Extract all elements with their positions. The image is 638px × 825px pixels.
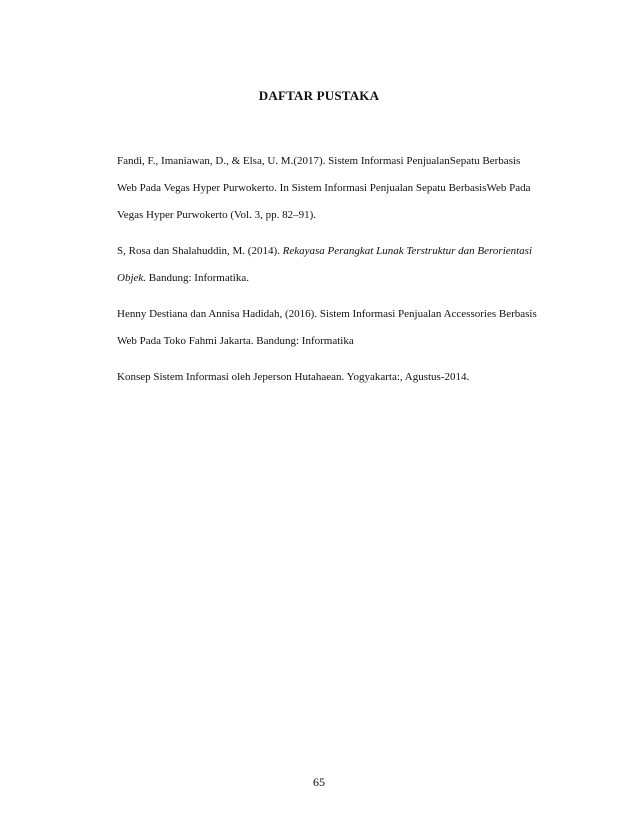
page-title: DAFTAR PUSTAKA [258, 88, 380, 103]
reference-list [117, 148, 567, 400]
reference-line: Web Pada Vegas Hyper Purwokerto. In Sistem Informasi Penjualan Sepatu BerbasisWeb Pada [117, 182, 531, 194]
reference-line [117, 265, 567, 292]
reference-line: Vegas Hyper Purwokerto (Vol. 3, pp. 82–91). [117, 209, 316, 221]
reference-authors: S, Rosa dan Shalahuddin, M. (2014). [117, 245, 283, 257]
reference-book-title: Rekayasa Perangkat Lunak Terstruktur dan Berorientasi [282, 245, 533, 257]
page-number: 65 [313, 775, 325, 789]
reference-line: Konsep Sistem Informasi oleh Jeperson Hutahaean. Yogyakarta:, Agustus-2014. [117, 371, 470, 383]
reference-line: Web Pada Toko Fahmi Jakarta. Bandung: Informatika [117, 335, 354, 347]
reference-line: Henny Destiana dan Annisa Hadidah, (2016). Sistem Informasi Penjualan Accessories Berbasis [117, 308, 537, 320]
reference-entry-2 [117, 238, 567, 292]
reference-entry-4 [117, 364, 567, 391]
reference-line [117, 238, 567, 265]
reference-book-title-end: Objek. [117, 272, 147, 284]
reference-line: Fandi, F., Imaniawan, D., & Elsa, U. M.(2017). Sistem Informasi PenjualanSepatu Berbasis [117, 155, 521, 167]
reference-entry-3 [117, 301, 567, 355]
reference-publisher: Bandung: Informatika. [146, 272, 249, 284]
reference-entry-1 [117, 148, 567, 229]
